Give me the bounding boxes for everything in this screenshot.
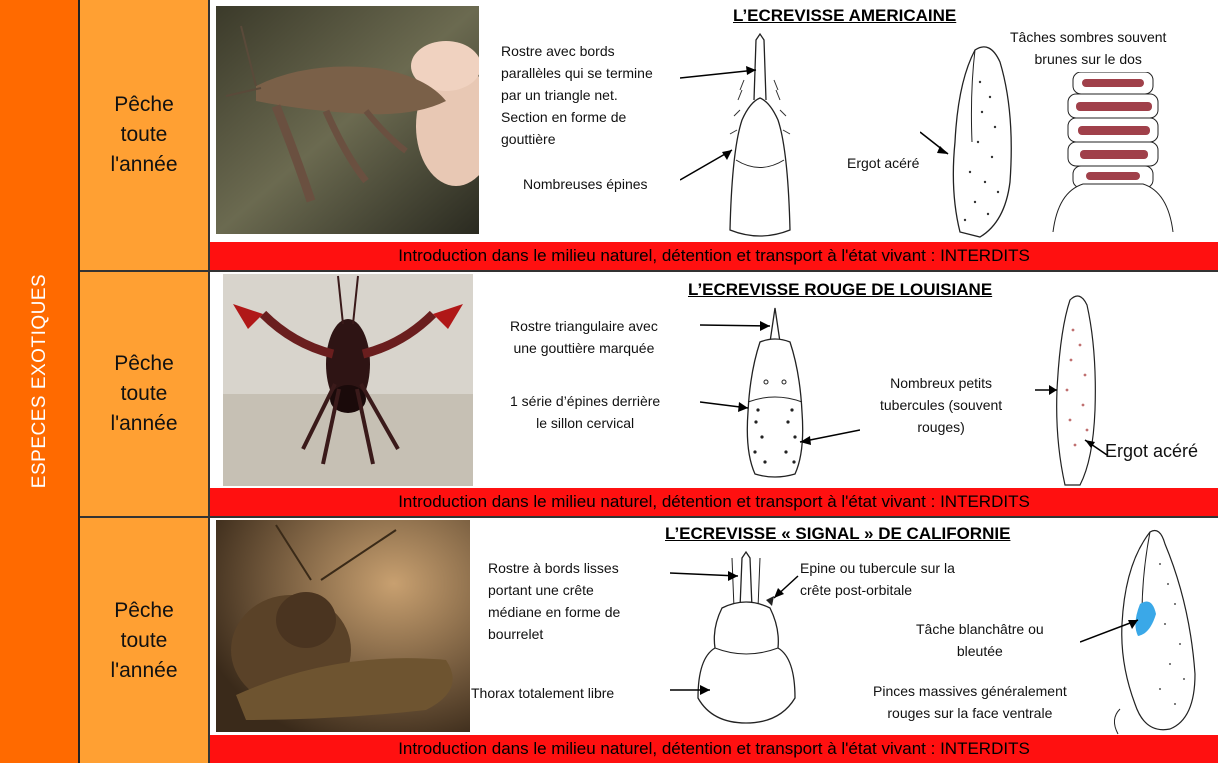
label-postorbital: Epine ou tubercule sur la crête post-orbitale xyxy=(800,560,955,598)
season-text: Pêche toute l'année xyxy=(110,93,178,176)
back-spots-drawing xyxy=(1038,72,1188,232)
label-spine-row: 1 série d’épines derrière le sillon cervical xyxy=(510,393,661,431)
claw-drawing xyxy=(1080,524,1212,736)
species-title: L’ECREVISSE « SIGNAL » DE CALIFORNIE xyxy=(665,524,1011,543)
label-tubercles: Nombreux petits tubercules (souvent rouges) xyxy=(880,375,1003,435)
season-text: Pêche toute l'année xyxy=(110,352,178,435)
label-dark-spots: Tâches sombres souvent brunes sur le dos xyxy=(1010,29,1167,67)
ban-notice: Introduction dans le milieu naturel, détention et transport à l'état vivant : INTERDITS xyxy=(210,735,1218,763)
label-spur: Ergot acéré xyxy=(1105,441,1199,461)
season-cell xyxy=(80,0,210,270)
row-american-crayfish xyxy=(80,0,1218,270)
season-cell xyxy=(80,272,210,516)
carapace-drawing xyxy=(680,30,860,245)
carapace-drawing xyxy=(700,302,860,482)
ban-notice: Introduction dans le milieu naturel, détention et transport à l'état vivant : INTERDITS xyxy=(210,488,1218,516)
season-text: Pêche toute l'année xyxy=(110,598,178,682)
ban-notice: Introduction dans le milieu naturel, détention et transport à l'état vivant : INTERDITS xyxy=(210,242,1218,270)
side-label-bar xyxy=(0,0,80,763)
label-rostrum: Rostre triangulaire avec une gouttière marquée xyxy=(510,318,658,356)
label-pale-spot: Tâche blanchâtre ou bleutée xyxy=(916,621,1044,659)
claw-drawing xyxy=(920,42,1030,242)
american-crayfish-photo xyxy=(216,6,479,234)
label-thorax: Thorax totalement libre xyxy=(471,685,615,701)
signal-crayfish-photo xyxy=(216,520,470,732)
label-spines: Nombreuses épines xyxy=(523,176,648,192)
label-massive-claws: Pinces massives généralement rouges sur la face ventrale xyxy=(873,683,1067,721)
species-title: L’ECREVISSE AMERICAINE xyxy=(733,6,957,25)
claw-drawing xyxy=(1035,290,1115,490)
species-title: L’ECREVISSE ROUGE DE LOUISIANE xyxy=(688,280,993,299)
season-cell xyxy=(80,518,210,763)
louisiana-crayfish-photo xyxy=(223,274,473,486)
row-signal-crayfish xyxy=(80,518,1218,763)
carapace-drawing xyxy=(670,548,860,728)
label-rostrum: Rostre à bords lisses portant une crête médiane en forme de bourrelet xyxy=(488,560,621,642)
row-louisiana-crayfish xyxy=(80,272,1218,516)
label-rostrum: Rostre avec bords parallèles qui se termine par un triangle net. Section en forme de gouttière xyxy=(501,43,653,147)
side-label: ESPECES EXOTIQUES xyxy=(29,273,50,489)
label-spur: Ergot acéré xyxy=(847,155,920,171)
